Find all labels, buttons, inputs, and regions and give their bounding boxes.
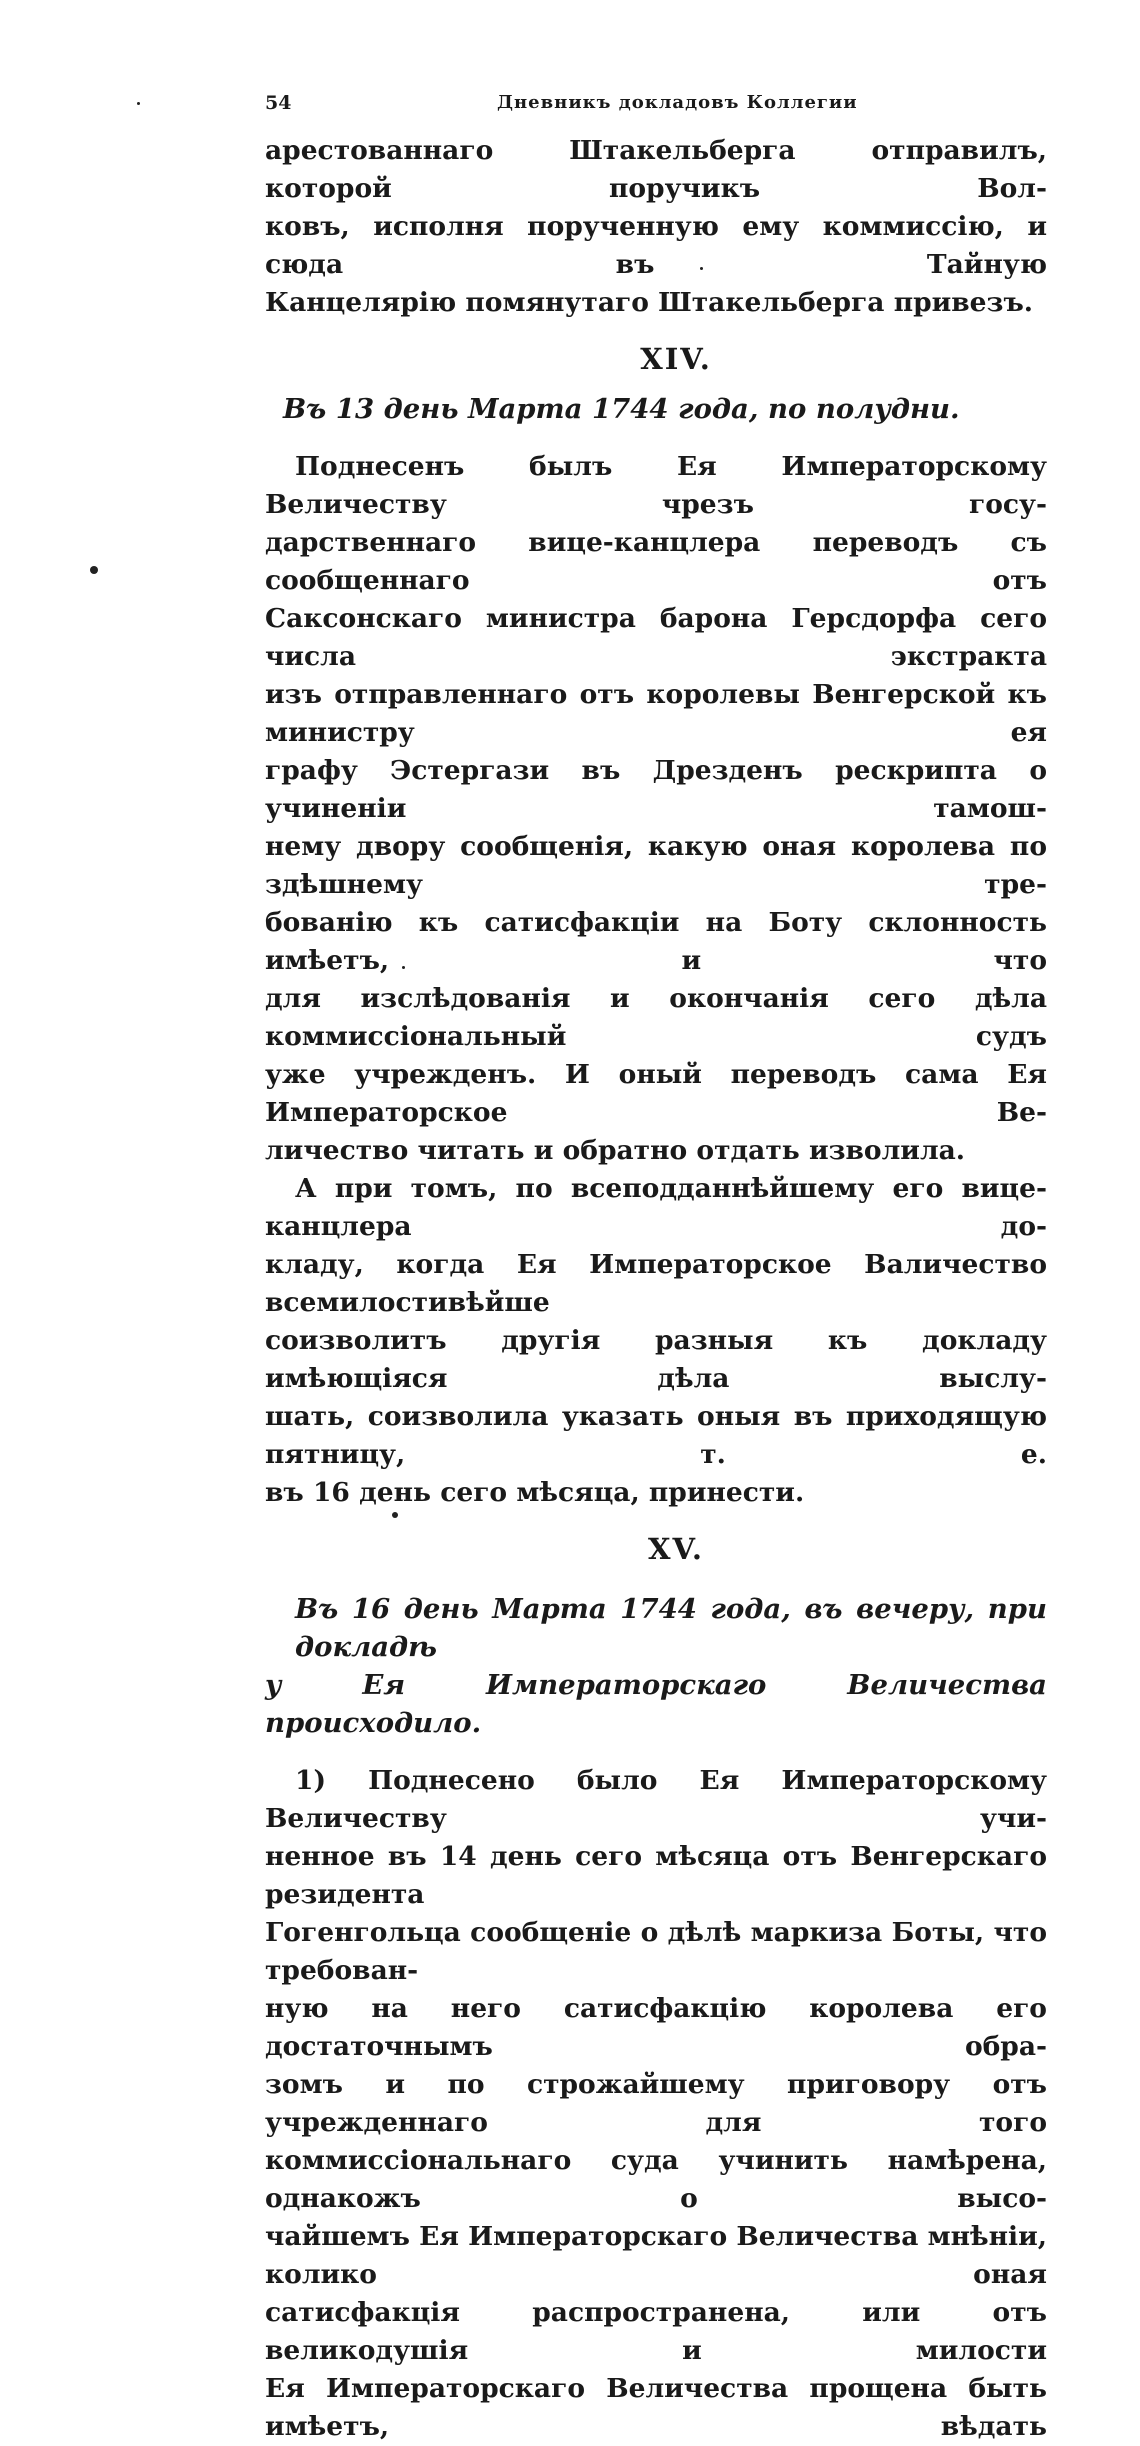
text-line: ненное въ 14 день сего мѣсяца отъ Венгерскаго резидента bbox=[265, 1841, 1047, 1910]
heading-line: у Ея Императорскаго Величества происходило. bbox=[265, 1669, 1047, 1739]
text-line: шать, соизволила указать оныя въ приходящую пятницу, т. е. bbox=[265, 1401, 1047, 1470]
text-line: А при томъ, по всеподданнѣйшему его вице-канцлера до- bbox=[265, 1173, 1047, 1242]
section-heading-15 bbox=[265, 1590, 1047, 1742]
heading-line: Въ 16 день Марта 1744 года, въ вечеру, при докладѣ bbox=[295, 1593, 1047, 1663]
text-line: Саксонскаго министра барона Герсдорфа сего числа экстракта bbox=[265, 603, 1047, 672]
paragraph-3 bbox=[265, 1762, 1047, 2446]
text-line: въ 16 день сего мѣсяца, принести. bbox=[265, 1477, 805, 1508]
text-line: для изслѣдованія и окончанія сего дѣла коммиссіональный судъ bbox=[265, 983, 1047, 1052]
text-line: дарственнаго вице-канцлера переводъ съ сообщеннаго отъ bbox=[265, 527, 1047, 596]
paragraph-1 bbox=[265, 448, 1047, 1170]
text-line: 1) Поднесено было Ея Императорскому Величеству учи- bbox=[265, 1765, 1047, 1834]
text-line: ковъ, исполня порученную ему коммиссію, и сюда въ Тайную bbox=[265, 211, 1047, 280]
text-line: графу Эстергази въ Дрезденъ рескрипта о учиненіи тамош- bbox=[265, 755, 1047, 824]
text-line: Гогенгольца сообщеніе о дѣлѣ маркиза Боты, что требован- bbox=[265, 1917, 1047, 1986]
print-speck bbox=[137, 102, 140, 105]
paragraph-continuation-end bbox=[265, 284, 1047, 322]
text-line: уже учрежденъ. И оный переводъ сама Ея Императорское Ве- bbox=[265, 1059, 1047, 1128]
heading-line: Въ 13 день Марта 1744 года, по полудни. bbox=[283, 393, 960, 425]
text-line: соизволитъ другія разныя къ докладу имѣющіяся дѣла выслу- bbox=[265, 1325, 1047, 1394]
text-line: Ея Императорскаго Величества прощена быть имѣетъ, вѣдать bbox=[265, 2373, 1047, 2442]
text-line: коммиссіональнаго суда учинить намѣрена, однакожъ о высо- bbox=[265, 2145, 1047, 2214]
section-heading-14 bbox=[265, 390, 1047, 428]
text-line: нему двору сообщенія, какую оная королева по здѣшнему тре- bbox=[265, 831, 1047, 900]
text-line: Поднесенъ былъ Ея Императорскому Величеству чрезъ госу- bbox=[265, 451, 1047, 520]
text-line: личество читать и обратно отдать изволила. bbox=[265, 1135, 966, 1166]
text-line: Канцелярію помянутаго Штакельберга привезъ. bbox=[265, 287, 1034, 318]
paragraph-continuation bbox=[265, 132, 1047, 284]
text-line: изъ отправленнаго отъ королевы Венгерской къ министру ея bbox=[265, 679, 1047, 748]
text-line: зомъ и по строжайшему приговору отъ учрежденнаго для того bbox=[265, 2069, 1047, 2138]
section-number-15: XV. bbox=[647, 1532, 705, 1566]
text-line: чайшемъ Ея Императорскаго Величества мнѣніи, колико оная bbox=[265, 2221, 1047, 2290]
section-number-14: XIV. bbox=[640, 342, 712, 376]
text-line: ную на него сатисфакцію королева его достаточнымъ обра- bbox=[265, 1993, 1047, 2062]
page-number: 54 bbox=[265, 92, 292, 114]
paragraph-2 bbox=[265, 1170, 1047, 1512]
text-line: арестованнаго Штакельберга отправилъ, которой поручикъ Вол- bbox=[265, 135, 1047, 204]
text-line: бованію къ сатисфакціи на Боту склонность имѣетъ, и что bbox=[265, 907, 1047, 976]
print-speck bbox=[90, 566, 98, 574]
running-title: Дневникъ докладовъ Коллегии bbox=[497, 92, 858, 113]
text-line: сатисфакція распространена, или отъ великодушія и милости bbox=[265, 2297, 1047, 2366]
document-page bbox=[265, 92, 1047, 2446]
running-head bbox=[265, 92, 1047, 132]
text-line: кладу, когда Ея Императорское Валичество всемилостивѣйше bbox=[265, 1249, 1047, 1318]
